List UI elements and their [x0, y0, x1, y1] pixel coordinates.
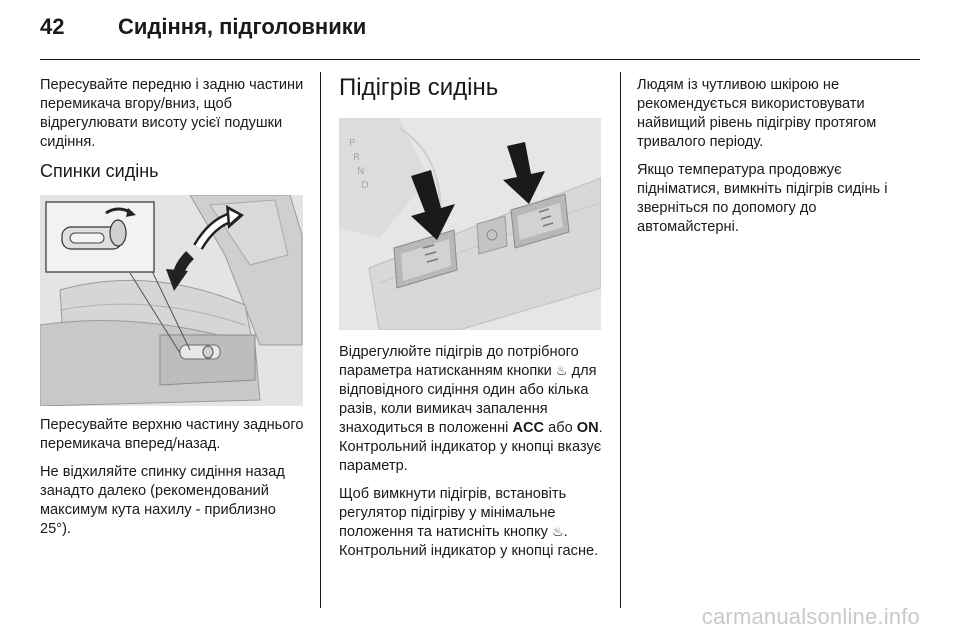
svg-text:R: R — [353, 152, 360, 163]
on-label: ON — [576, 420, 599, 436]
seat-drawing — [40, 195, 303, 406]
column-divider-left — [320, 72, 321, 608]
seat-height-paragraph: Пересувайте передню і задню частини перемикача вгору/вниз, щоб відрегулювати висоту усієї подушки сидіння. — [40, 77, 304, 150]
seat-heating-illustration — [339, 118, 601, 330]
seat-heating-heading: Підігрів сидінь — [339, 74, 499, 101]
console-drawing — [339, 118, 601, 330]
seat-heat-icon: ♨ — [551, 525, 564, 540]
column-right — [637, 76, 917, 246]
temperature-warning-paragraph: Якщо температура продовжує підніматися, вимкніть підігрів сидінь і зверніться по допомогу до автомайстерні. — [637, 162, 888, 235]
backrest-adjust-paragraph: Пересувайте верхню частину заднього перемикача вперед/назад. — [40, 417, 304, 452]
heating-off-paragraph: Щоб вимкнути підігрів, встановіть регулятор підігріву у мінімальне положення та натисніть кнопку ♨. Контрольний індикатор у кнопці гасне. — [339, 486, 599, 559]
column-divider-right — [620, 72, 621, 608]
column-middle — [339, 72, 607, 570]
backrest-subheading: Спинки сидінь — [40, 161, 159, 181]
page-header — [40, 14, 366, 40]
page-number: 42 — [40, 14, 65, 39]
page-title: Сидіння, підголовники — [118, 14, 367, 39]
seat-illustration — [40, 195, 303, 406]
heating-adjust-paragraph: Відрегулюйте підігрів до потрібного параметра натисканням кнопки ♨ для відповідного сидіння один або кілька разів, коли вимикач запалення знаходиться в положенні ACC або ON. Контрольний індикатор у кнопці вказує параметр. — [339, 344, 603, 474]
backrest-warning-paragraph: Не відхиляйте спинку сидіння назад занадто далеко (рекомендований максимум кута нахилу - приблизно 25°). — [40, 464, 285, 537]
column-left — [40, 76, 308, 548]
acc-label: ACC — [512, 420, 545, 436]
header-rule — [40, 59, 920, 60]
sensitive-skin-paragraph: Людям із чутливою шкірою не рекомендується використовувати найвищий рівень підігріву протягом тривалого періоду. — [637, 77, 877, 150]
watermark: carmanualsonline.info — [701, 604, 920, 629]
seat-heat-icon: ♨ — [555, 364, 568, 379]
svg-text:P: P — [349, 138, 356, 149]
svg-text:D: D — [361, 180, 369, 191]
svg-text:N: N — [357, 166, 365, 177]
